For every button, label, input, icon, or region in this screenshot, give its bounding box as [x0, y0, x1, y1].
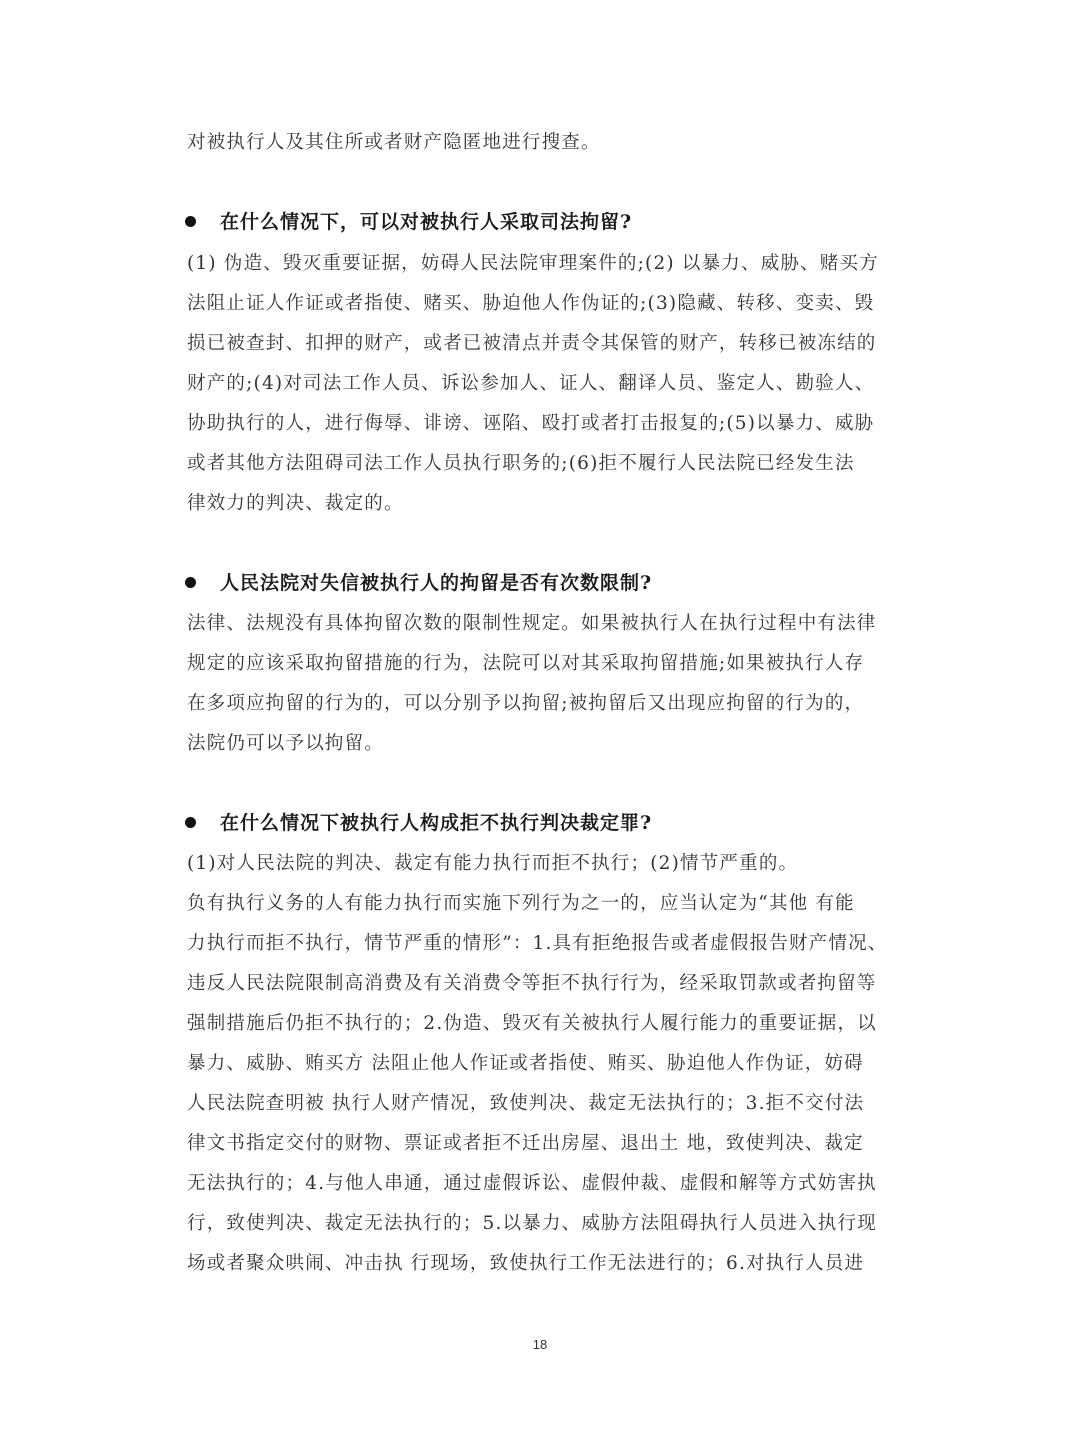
paragraph-line: 人民法院查明被 执行人财产情况，致使判决、裁定无法执行的；3.拒不交付法	[187, 1093, 865, 1114]
paragraph-line: 暴力、威胁、贿买方 法阻止他人作证或者指使、贿买、胁迫他人作伪证，妨碍	[187, 1053, 864, 1074]
paragraph-line: (1) 伪造、毁灭重要证据，妨碍人民法院审理案件的;(2) 以暴力、威胁、赌买方	[187, 253, 879, 274]
bullet-icon	[185, 216, 196, 227]
paragraph-line: 场或者聚众哄闹、冲击执 行现场，致使执行工作无法进行的；6.对执行人员进	[187, 1253, 865, 1274]
section-heading-text: 在什么情况下被执行人构成拒不执行判决裁定罪?	[220, 812, 653, 834]
section-heading	[185, 210, 632, 234]
paragraph-line: 法院仍可以予以拘留。	[187, 733, 385, 754]
bullet-icon	[185, 817, 196, 828]
paragraph-line: 损已被查封、扣押的财产，或者已被清点并责令其保管的财产，转移已被冻结的	[187, 333, 877, 354]
section-heading	[185, 811, 652, 835]
paragraph-line: 力执行而拒不执行，情节严重的情形”：1.具有拒绝报告或者虚假报告财产情况、	[187, 933, 888, 954]
paragraph-line: 律文书指定交付的财物、票证或者拒不迁出房屋、退出土 地，致使判决、裁定	[187, 1133, 864, 1154]
paragraph-line: 违反人民法院限制高消费及有关消费令等拒不执行行为，经采取罚款或者拘留等	[187, 973, 877, 994]
paragraph-line: 法律、法规没有具体拘留次数的限制性规定。如果被执行人在执行过程中有法律	[187, 613, 877, 634]
paragraph-line: 无法执行的；4.与他人串通，通过虚假诉讼、虚假仲裁、虚假和解等方式妨害执	[187, 1173, 877, 1194]
page-number: 18	[532, 1337, 548, 1352]
paragraph-line: 协助执行的人，进行侮辱、诽谤、诬陷、殴打或者打击报复的;(5)以暴力、威胁	[187, 413, 875, 434]
paragraph-line: 财产的;(4)对司法工作人员、诉讼参加人、证人、翻译人员、鉴定人、勘验人、	[187, 373, 875, 394]
section-heading-text: 人民法院对失信被执行人的拘留是否有次数限制?	[220, 572, 653, 594]
paragraph-line: 规定的应该采取拘留措施的行为，法院可以对其采取拘留措施;如果被执行人存	[187, 653, 865, 674]
paragraph-line: 法阻止证人作证或者指使、赌买、胁迫他人作伪证的;(3)隐藏、转移、变卖、毁	[187, 293, 875, 314]
bullet-icon	[185, 577, 196, 588]
paragraph-line: 在多项应拘留的行为的，可以分别予以拘留;被拘留后又出现应拘留的行为的，	[187, 693, 865, 714]
paragraph-line: 负有执行义务的人有能力执行而实施下列行为之一的，应当认定为“其他 有能	[187, 893, 855, 914]
paragraph-line: (1)对人民法院的判决、裁定有能力执行而拒不执行；(2)情节严重的。	[187, 853, 799, 874]
paragraph-line: 强制措施后仍拒不执行的；2.伪造、毁灭有关被执行人履行能力的重要证据，以	[187, 1013, 877, 1034]
paragraph-line: 行，致使判决、裁定无法执行的；5.以暴力、威胁方法阻碍执行人员进入执行现	[187, 1213, 877, 1234]
paragraph-line: 或者其他方法阻碍司法工作人员执行职务的;(6)拒不履行人民法院已经发生法	[187, 453, 855, 474]
section-heading	[185, 571, 652, 595]
section-heading-text: 在什么情况下，可以对被执行人采取司法拘留?	[220, 211, 633, 233]
paragraph-line: 律效力的判决、裁定的。	[187, 493, 404, 514]
intro-line: 对被执行人及其住所或者财产隐匿地进行搜查。	[187, 132, 601, 153]
